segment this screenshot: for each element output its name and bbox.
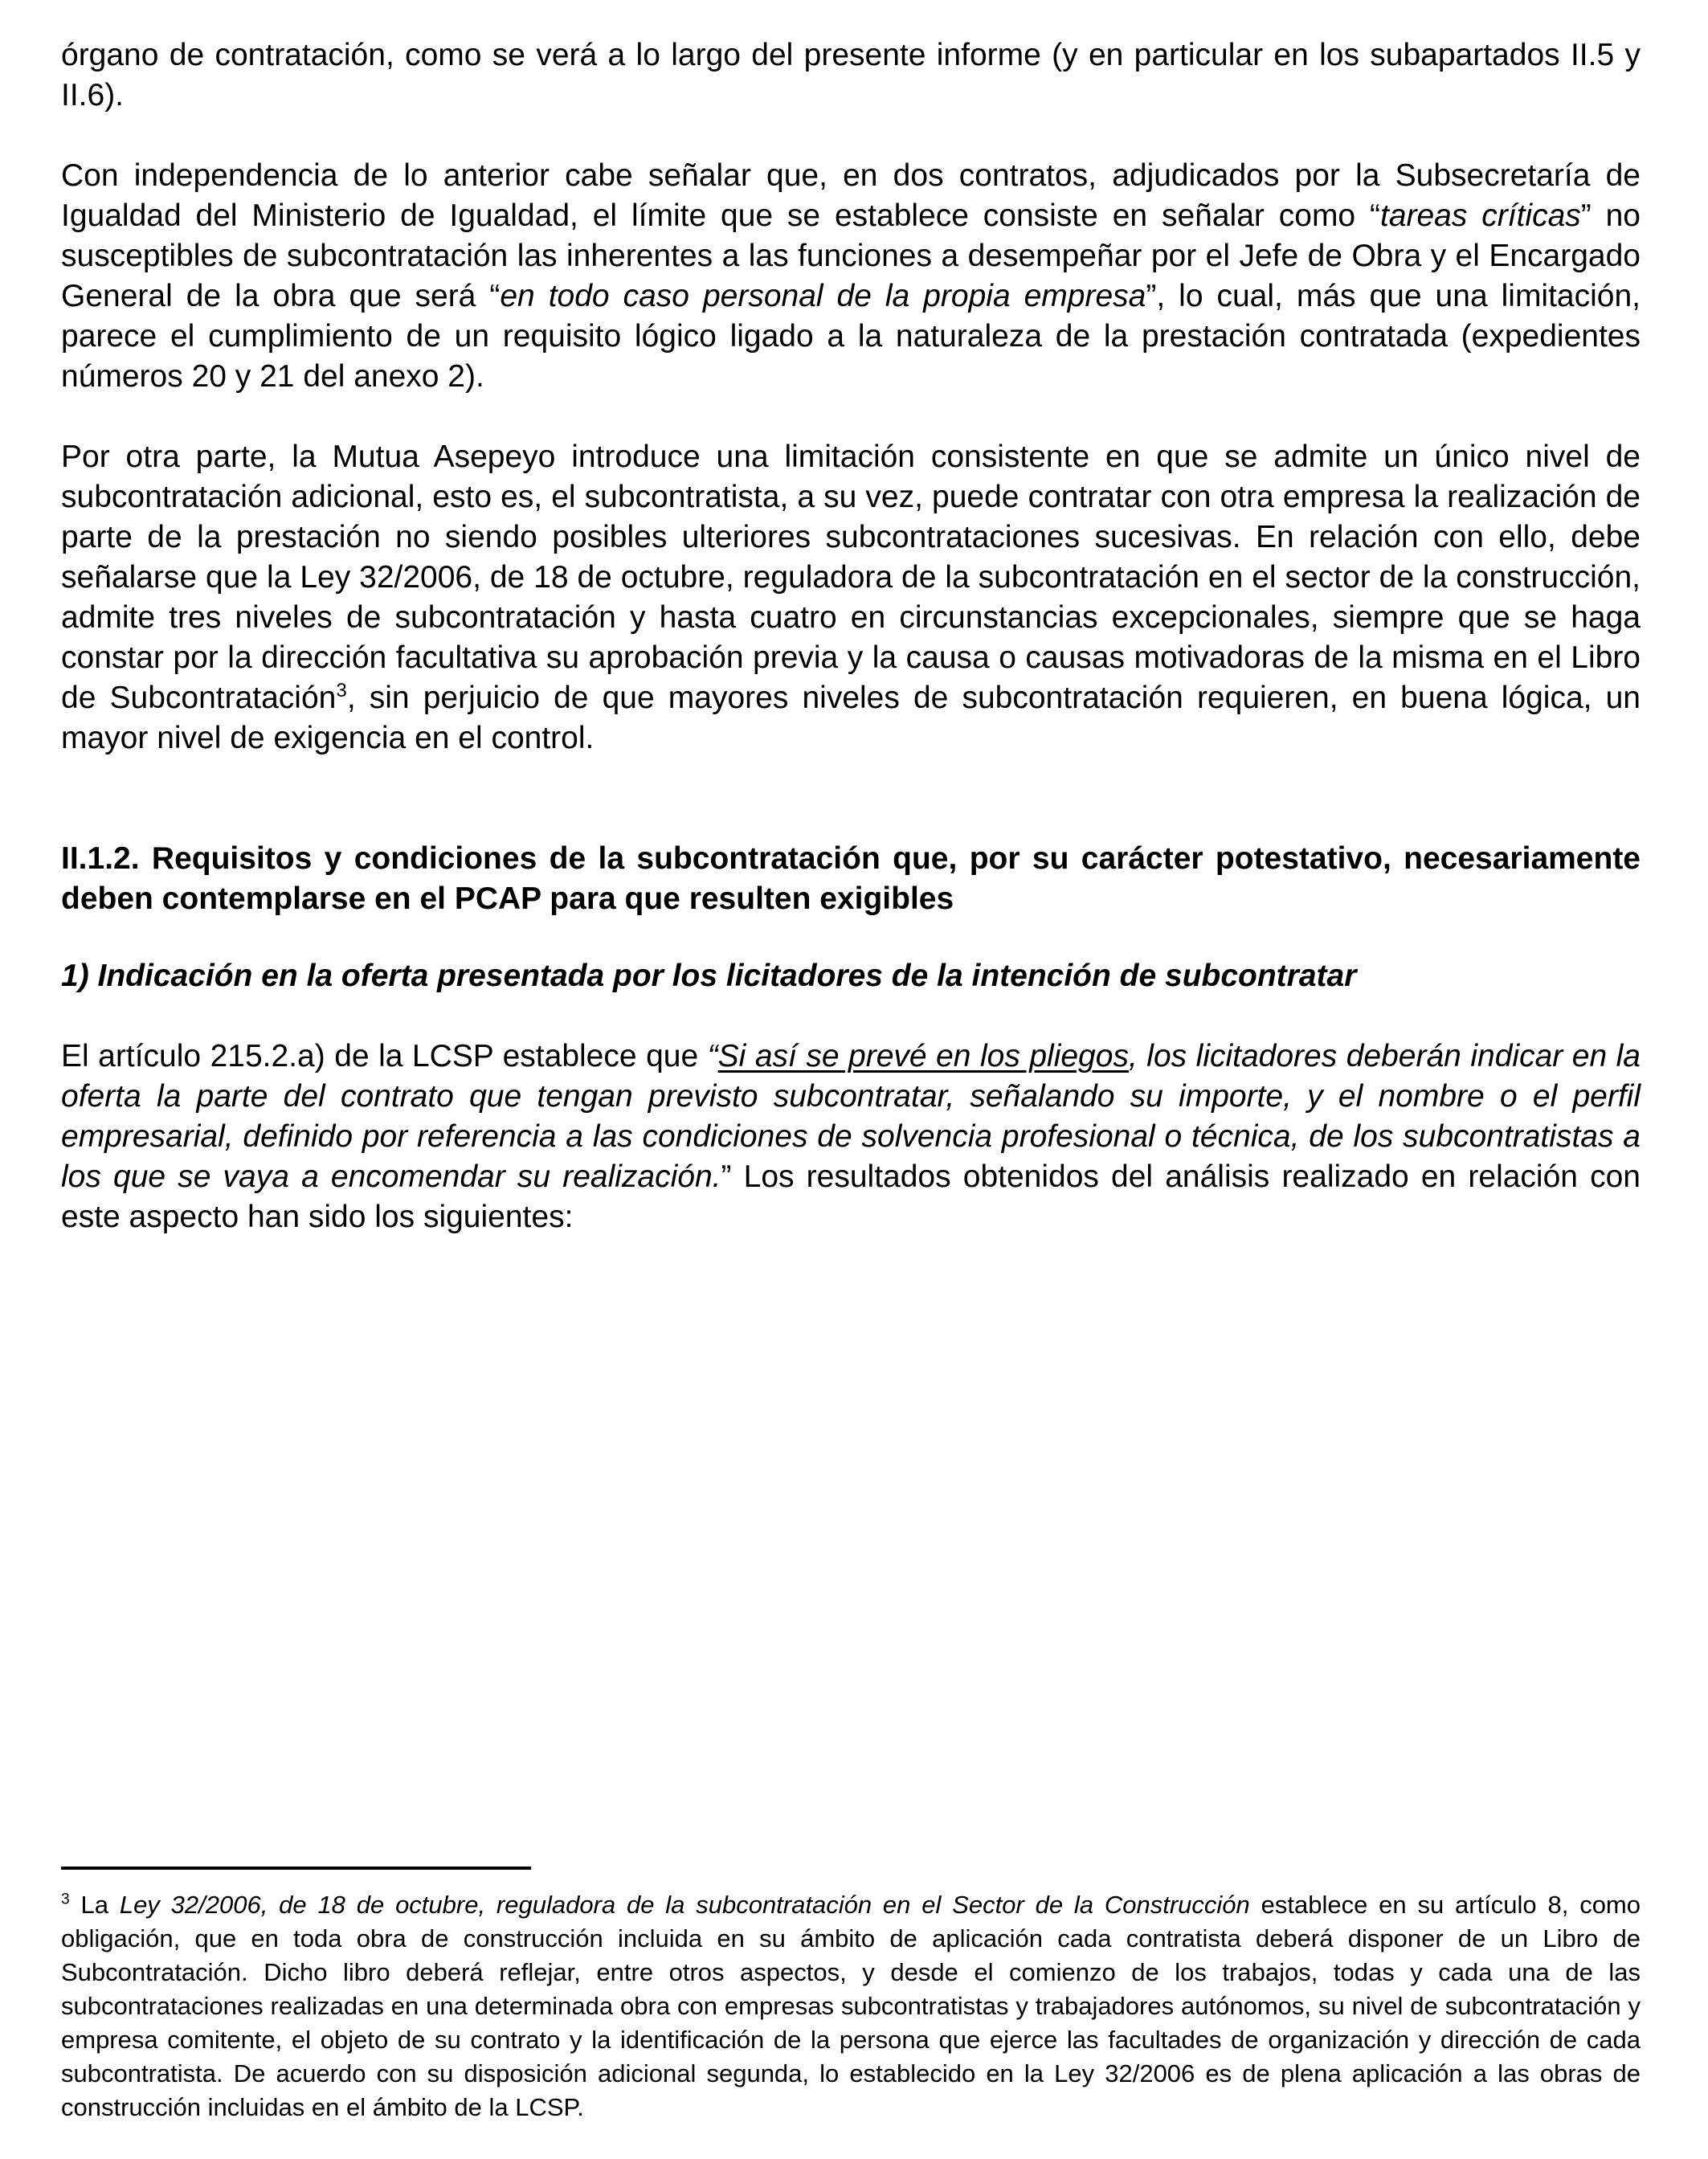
paragraph-articulo-215: El artículo 215.2.a) de la LCSP establece que “Si así se prevé en los pliegos, los licitadores deberán indicar en la oferta la parte del contrato que tengan previsto subcontratar, señalando su importe, y el nombre o el perfil empresarial, definido por referencia a las condiciones de solvencia profesional o técnica, de los subcontratistas a los que se vaya a encomendar su realización.” Los resultados obtenidos del análisis realizado en relación con este aspecto han sido los siguientes:: [61, 1039, 1641, 1234]
document-body: [61, 35, 1641, 1278]
footnote-separator-line: [61, 1867, 531, 1870]
footnote-area: [61, 1867, 1641, 2124]
footnote-3-text: $^3$ La Ley 32/2006, de 18 de octubre, reguladora de la subcontratación en el Sector de la Construcción establece en su artículo 8, como obligación, que en toda obra de construcción incluida en su ámbito de aplicación cada contratista deberá disponer de un Libro de Subcontratación. Dicho libro deberá reflejar, entre otros aspectos, y desde el comienzo de los trabajos, todas y cada una de las subcontrataciones realizadas en una determinada obra con empresas subcontratistas y trabajadores autónomos, su nivel de subcontratación y empresa comitente, el objeto de su contrato y la identificación de la persona que ejerce las facultades de organización y dirección de cada subcontratista. De acuerdo con su disposición adicional segunda, lo establecido en la Ley 32/2006 es de plena aplicación a las obras de construcción incluidas en el ámbito de la LCSP.: [61, 1891, 1641, 2121]
section-heading-ii-1-2: II.1.2. Requisitos y condiciones de la subcontratación que, por su carácter potestativo, necesariamente deben contemplarse en el PCAP para que resulten exigibles: [61, 841, 1641, 916]
paragraph-con-independencia: Con independencia de lo anterior cabe señalar que, en dos contratos, adjudicados por la Subsecretaría de Igualdad del Ministerio de Igualdad, el límite que se establece consiste en señalar como “tareas críticas” no susceptibles de subcontratación las inherentes a las funciones a desempeñar por el Jefe de Obra y el Encargado General de la obra que será “en todo caso personal de la propia empresa”, lo cual, más que una limitación, parece el cumplimiento de un requisito lógico ligado a la naturaleza de la prestación contratada (expedientes números 20 y 21 del anexo 2).: [61, 158, 1641, 394]
paragraph-organo-de-contratacion: órgano de contratación, como se verá a lo largo del presente informe (y en particular en los subapartados II.5 y II.6).: [61, 38, 1641, 112]
subsection-heading-1-indicacion: 1) Indicación en la oferta presentada por los licitadores de la intención de subcontratar: [61, 959, 1357, 993]
paragraph-mutua-asepeyo: Por otra parte, la Mutua Asepeyo introduce una limitación consistente en que se admite un único nivel de subcontratación adicional, esto es, el subcontratista, a su vez, puede contratar con otra empresa la realización de parte de la prestación no siendo posibles ulteriores subcontrataciones sucesivas. En relación con ello, debe señalarse que la Ley 32/2006, de 18 de octubre, reguladora de la subcontratación en el sector de la construcción, admite tres niveles de subcontratación y hasta cuatro en circunstancias excepcionales, siempre que se haga constar por la dirección facultativa su aprobación previa y la causa o causas motivadoras de la misma en el Libro de Subcontratación$^3$, sin perjuicio de que mayores niveles de subcontratación requieren, en buena lógica, un mayor nivel de exigencia en el control.: [61, 440, 1641, 755]
